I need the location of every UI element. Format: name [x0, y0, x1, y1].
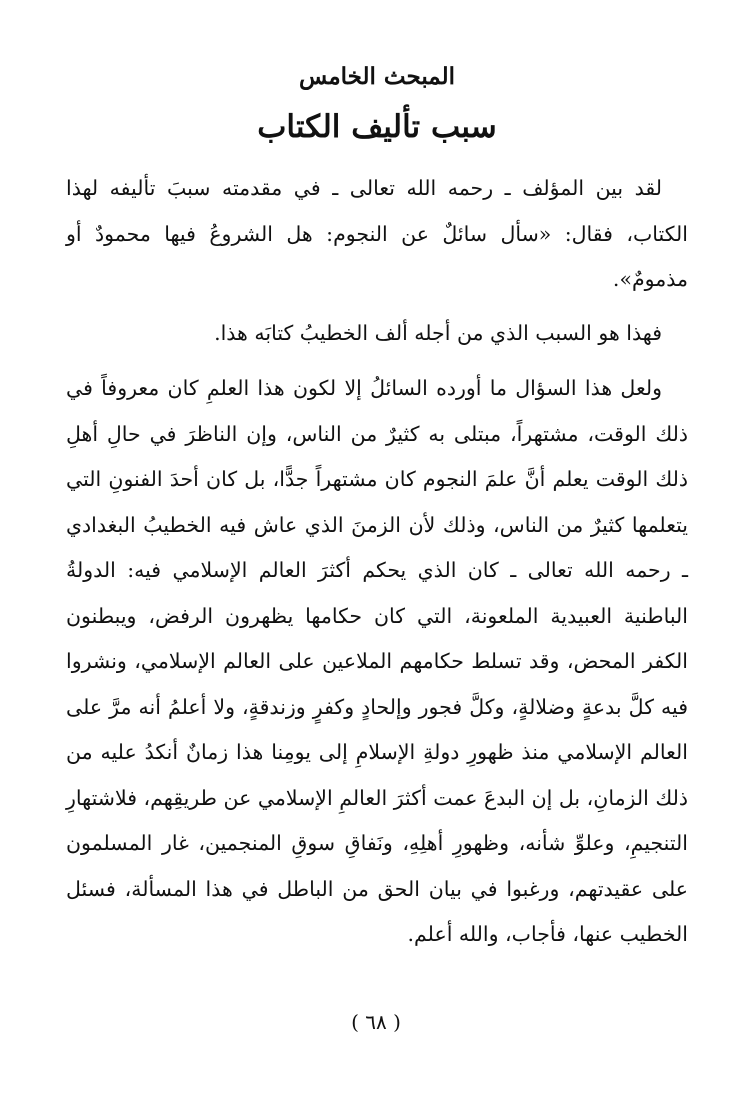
page-number: ( ٦٨ ) — [351, 1010, 401, 1034]
paragraph-intro: لقد بين المؤلف ـ رحمه الله تعالى ـ في مقدمته سببَ تأليفه لهذا الكتاب، فقال: «سأل سائلٌ عن النجوم: هل الشروعُ فيها محمودٌ أو مذمومٌ». — [66, 176, 688, 291]
paragraph-reason: فهذا هو السبب الذي من أجله ألف الخطيبُ كتابَه هذا. — [214, 320, 662, 345]
section-label: المبحث الخامس — [299, 63, 455, 90]
paragraph-context: ولعل هذا السؤال ما أورده السائلُ إلا لكون هذا العلمِ كان معروفاً في ذلك الوقت، مشتهراً، مبتلى به كثيرٌ من الناس، وإن الناظرَ في حالِ أهلِ ذلك الوقت يعلم أنَّ علمَ النجوم كان مشتهراً جدًّا، بل كان أحدَ الفنونِ التي يتعلمها كثيرٌ من الناس، وذلك لأن الزمنَ الذي عاش فيه الخطيبُ البغدادي ـ رحمه الله تعالى ـ كان الذي يحكم أكثرَ العالم الإسلامي فيه: الدولةُ الباطنية العبيدية الملعونة، التي كان حكامها يظهرون الرفض، ويبطنون الكفر المحض، وقد تسلط حكامهم الملاعين على العالم الإسلامي، ونشروا فيه كلَّ بدعةٍ وضلالةٍ، وكلَّ فجور وإلحادٍ وكفرٍ وزندقةٍ، ولا أعلمُ أنه مرَّ على العالم الإسلامي منذ ظهورِ دولةِ الإسلامِ إلى يومِنا هذا زمانٌ أنكدُ عليه من ذلك الزمانِ، بل إن البدعَ عمت أكثرَ العالمِ الإسلامي عن طريقِهم، فلاشتهارِ التنجيمِ، وعلوِّ شأنه، وظهورِ أهلِهِ، ونَفاقِ سوقِ المنجمين، غار المسلمون على عقيدتهم، ورغبوا في بيان الحق من الباطل في هذا المسألة، فسئل الخطيب عنها، فأجاب، والله أعلم. — [66, 376, 688, 946]
chapter-title: سبب تأليف الكتاب — [257, 109, 497, 145]
book-page — [66, 60, 688, 958]
